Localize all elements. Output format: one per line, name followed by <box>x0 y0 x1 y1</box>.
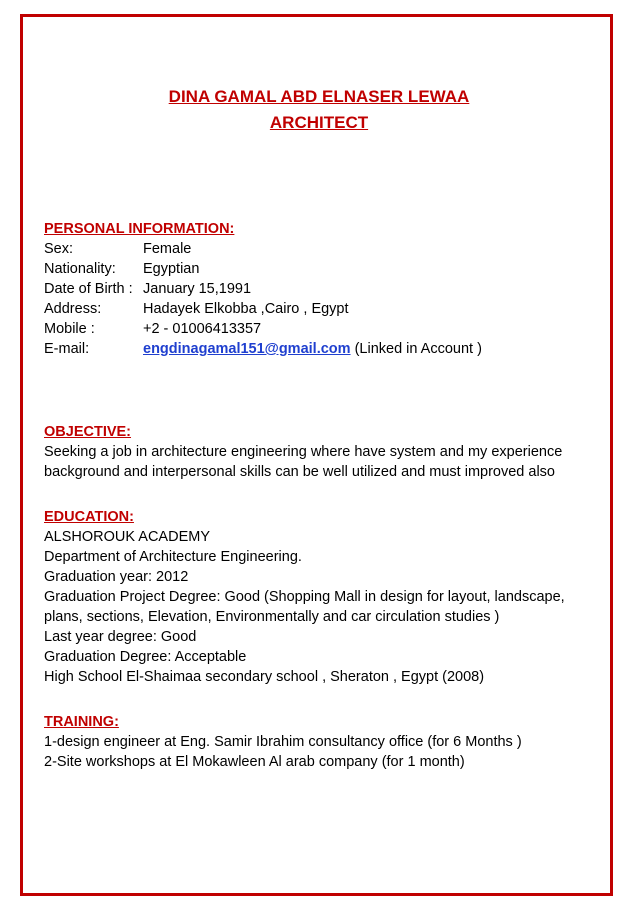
address-value: Hadayek Elkobba ,Cairo , Egypt <box>143 301 349 317</box>
objective-line: Seeking a job in architecture engineering where have system and my experience <box>44 444 563 460</box>
email-row <box>143 341 482 357</box>
nationality-label: Nationality: <box>44 261 116 277</box>
resume-name: DINA GAMAL ABD ELNASER LEWAA <box>168 87 470 106</box>
email-suffix: (Linked in Account ) <box>350 341 482 357</box>
sex-label: Sex: <box>44 241 74 257</box>
education-line: Graduation year: 2012 <box>44 569 189 585</box>
sex-value: Female <box>143 241 192 257</box>
mobile-label: Mobile : <box>44 321 95 337</box>
resume-profession: ARCHITECT <box>269 113 369 132</box>
birth-date-value: January 15,1991 <box>143 281 252 297</box>
training-heading: TRAINING: <box>44 714 119 730</box>
email-label: E-mail: <box>44 341 90 357</box>
education-line: Department of Architecture Engineering. <box>44 549 302 565</box>
objective-line: background and interpersonal skills can be well utilized and must improved also <box>44 464 555 480</box>
email-link[interactable]: engdinagamal151@gmail.com <box>143 341 351 357</box>
education-line: ALSHOROUK ACADEMY <box>44 529 210 545</box>
education-line: Graduation Degree: Acceptable <box>44 649 247 665</box>
birth-date-label: Date of Birth : <box>44 281 133 297</box>
mobile-value: +2 - 01006413357 <box>143 321 262 337</box>
training-line: 2-Site workshops at El Mokawleen Al arab company (for 1 month) <box>44 754 465 770</box>
nationality-value: Egyptian <box>143 261 200 277</box>
training-line: 1-design engineer at Eng. Samir Ibrahim consultancy office (for 6 Months ) <box>44 734 522 750</box>
address-label: Address: <box>44 301 102 317</box>
education-line: High School El-Shaimaa secondary school , Sheraton , Egypt (2008) <box>44 669 485 685</box>
objective-heading: OBJECTIVE: <box>44 424 132 440</box>
education-line: plans, sections, Elevation, Environmentally and car circulation studies ) <box>44 609 500 625</box>
education-heading: EDUCATION: <box>44 509 134 525</box>
personal-info-heading: PERSONAL INFORMATION: <box>44 221 235 237</box>
education-line: Graduation Project Degree: Good (Shopping Mall in design for layout, landscape, <box>44 589 565 605</box>
education-line: Last year degree: Good <box>44 629 197 645</box>
